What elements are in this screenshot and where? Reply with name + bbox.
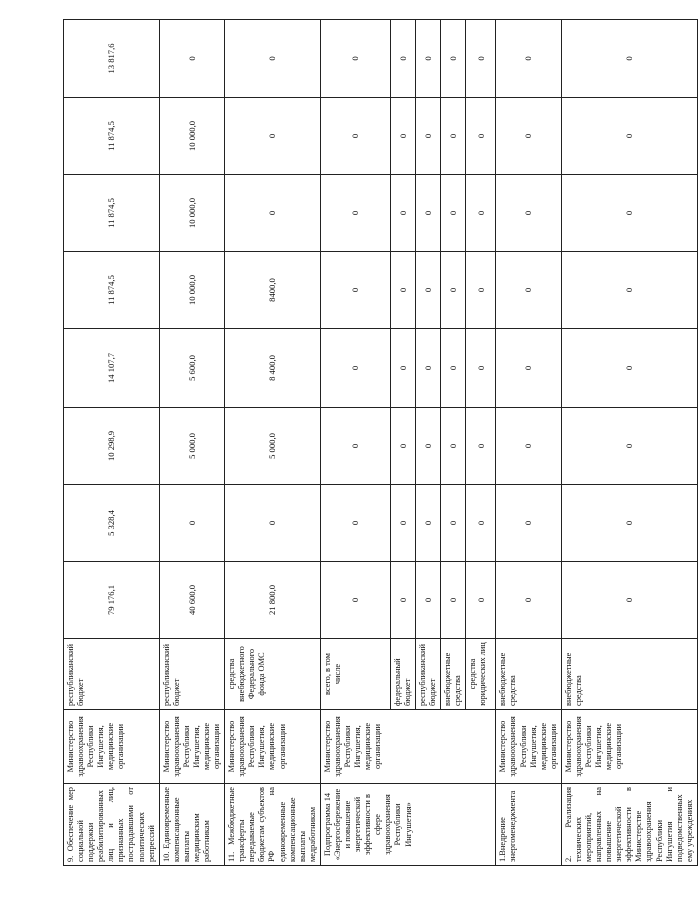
- value-cell: 0: [390, 20, 415, 98]
- value-cell: 0: [496, 562, 561, 639]
- table-body: [64, 20, 698, 866]
- value-cell: 0: [416, 485, 441, 562]
- value-cell: 0: [320, 485, 390, 562]
- value-cell: 11 874,5: [64, 175, 160, 252]
- measure-name: 1.Внедрение энергоменеджмента: [496, 784, 561, 866]
- value-cell: 0: [496, 175, 561, 252]
- value-cell: 0: [496, 408, 561, 485]
- subprogram-name: Подпрограмма 14 «Энергосбережение и повышение энергетической эффективности в сфере здравоохранения Республики Ингушетия»: [320, 784, 495, 866]
- value-cell: 0: [466, 562, 496, 639]
- executor: Министерство здравоохранения Республики Ингушетия, медицинские организации: [320, 710, 495, 784]
- funding-source: средства юридических лиц: [466, 639, 496, 710]
- value-cell: 0: [441, 20, 466, 98]
- value-cell: 0: [496, 485, 561, 562]
- table-row: [561, 20, 697, 866]
- value-cell: 0: [466, 329, 496, 408]
- table-row: [320, 20, 390, 866]
- value-cell: 0: [466, 175, 496, 252]
- value-cell: 0: [441, 329, 466, 408]
- funding-source: республиканский бюджет: [159, 639, 224, 710]
- executor: Министерство здравоохранения Республики Ингушетия, медицинские организации: [64, 710, 160, 784]
- value-cell: 0: [496, 98, 561, 175]
- value-cell: 0: [466, 98, 496, 175]
- value-cell: 0: [496, 20, 561, 98]
- value-cell: 10 000,0: [159, 98, 224, 175]
- funding-source: федеральный бюджет: [390, 639, 415, 710]
- value-cell: 0: [320, 562, 390, 639]
- value-cell: 0: [441, 485, 466, 562]
- value-cell: 0: [320, 408, 390, 485]
- value-cell: 0: [466, 20, 496, 98]
- value-cell: 0: [390, 562, 415, 639]
- value-cell: 0: [390, 408, 415, 485]
- value-cell: 10 000,0: [159, 252, 224, 329]
- value-cell: 0: [441, 98, 466, 175]
- value-cell: 0: [416, 175, 441, 252]
- funding-source: республиканский бюджет: [64, 639, 160, 710]
- value-cell: 5 600,0: [159, 329, 224, 408]
- value-cell: 0: [390, 175, 415, 252]
- value-cell: 0: [159, 485, 224, 562]
- value-cell: 0: [561, 252, 697, 329]
- value-cell: 0: [466, 485, 496, 562]
- value-cell: 0: [390, 485, 415, 562]
- value-cell: 0: [416, 20, 441, 98]
- value-cell: 0: [561, 485, 697, 562]
- value-cell: 0: [225, 175, 321, 252]
- value-cell: 0: [416, 329, 441, 408]
- table-row: [159, 20, 224, 866]
- value-cell: 0: [225, 20, 321, 98]
- value-cell: 0: [390, 98, 415, 175]
- value-cell: 0: [561, 20, 697, 98]
- value-cell: 10 298,9: [64, 408, 160, 485]
- value-cell: 0: [561, 98, 697, 175]
- value-cell: 10 000,0: [159, 175, 224, 252]
- funding-source: всего, в том числе: [320, 639, 390, 710]
- value-cell: 5 000,0: [159, 408, 224, 485]
- value-cell: 0: [441, 408, 466, 485]
- value-cell: 0: [390, 329, 415, 408]
- value-cell: 0: [416, 252, 441, 329]
- executor: Министерство здравоохранения Республики Ингушетия, медицинские организации: [496, 710, 561, 784]
- measure-name: 10. Единовременные компенсационные выплаты медицинским работникам: [159, 784, 224, 866]
- funding-source: внебюджетные средства: [561, 639, 697, 710]
- value-cell: 0: [320, 252, 390, 329]
- value-cell: 0: [561, 175, 697, 252]
- rotated-table-wrapper: [63, 20, 694, 866]
- value-cell: 0: [441, 562, 466, 639]
- value-cell: 0: [466, 252, 496, 329]
- funding-source: внебюджетные средства: [496, 639, 561, 710]
- measure-name: 9. Обеспечение мер социальной поддержки реабилитированных лиц и лиц, признанных пострадавшими от политических репрессий: [64, 784, 160, 866]
- value-cell: 21 800,0: [225, 562, 321, 639]
- value-cell: 11 874,5: [64, 252, 160, 329]
- value-cell: 0: [320, 175, 390, 252]
- table-row: [64, 20, 160, 866]
- budget-table: [63, 19, 698, 866]
- value-cell: 0: [225, 485, 321, 562]
- value-cell: 0: [496, 329, 561, 408]
- executor: Министерство здравоохранения Республики Ингушетия, медицинские организации: [225, 710, 321, 784]
- measure-name: 11. Межбюджетные трансферты передаваемые бюджетам субъектов РФ на единовременные компенсационные выплаты медработникам: [225, 784, 321, 866]
- value-cell: 0: [416, 562, 441, 639]
- value-cell: 0: [561, 408, 697, 485]
- table-row: [225, 20, 321, 866]
- funding-source: внебюджетные средства: [441, 639, 466, 710]
- table-row: [496, 20, 561, 866]
- value-cell: 0: [441, 252, 466, 329]
- value-cell: 0: [320, 98, 390, 175]
- executor: Министерство здравоохранения Республики Ингушетия, медицинские организации: [561, 710, 697, 784]
- value-cell: 0: [320, 329, 390, 408]
- value-cell: 0: [225, 98, 321, 175]
- value-cell: 0: [466, 408, 496, 485]
- measure-name: 2. Реализация технических мероприятий, направленных на повышение энергетической эффективности в Министерстве здравоохранения Республики Ингушетия и подведомственных ему учреждениях: [561, 784, 697, 866]
- value-cell: 5 000,0: [225, 408, 321, 485]
- value-cell: 0: [159, 20, 224, 98]
- value-cell: 0: [320, 20, 390, 98]
- executor: Министерство здравоохранения Республики Ингушетия, медицинские организации: [159, 710, 224, 784]
- value-cell: 5 328,4: [64, 485, 160, 562]
- value-cell: 40 600,0: [159, 562, 224, 639]
- value-cell: 14 107,7: [64, 329, 160, 408]
- value-cell: 0: [561, 329, 697, 408]
- value-cell: 0: [496, 252, 561, 329]
- value-cell: 8400,0: [225, 252, 321, 329]
- value-cell: 0: [441, 175, 466, 252]
- value-cell: 0: [416, 98, 441, 175]
- value-cell: 11 874,5: [64, 98, 160, 175]
- funding-source: республиканский бюджет: [416, 639, 441, 710]
- funding-source: средства внебюджетного Федерального фонда ОМС: [225, 639, 321, 710]
- value-cell: 13 817,6: [64, 20, 160, 98]
- value-cell: 0: [416, 408, 441, 485]
- value-cell: 8 400,0: [225, 329, 321, 408]
- value-cell: 79 176,1: [64, 562, 160, 639]
- value-cell: 0: [390, 252, 415, 329]
- value-cell: 0: [561, 562, 697, 639]
